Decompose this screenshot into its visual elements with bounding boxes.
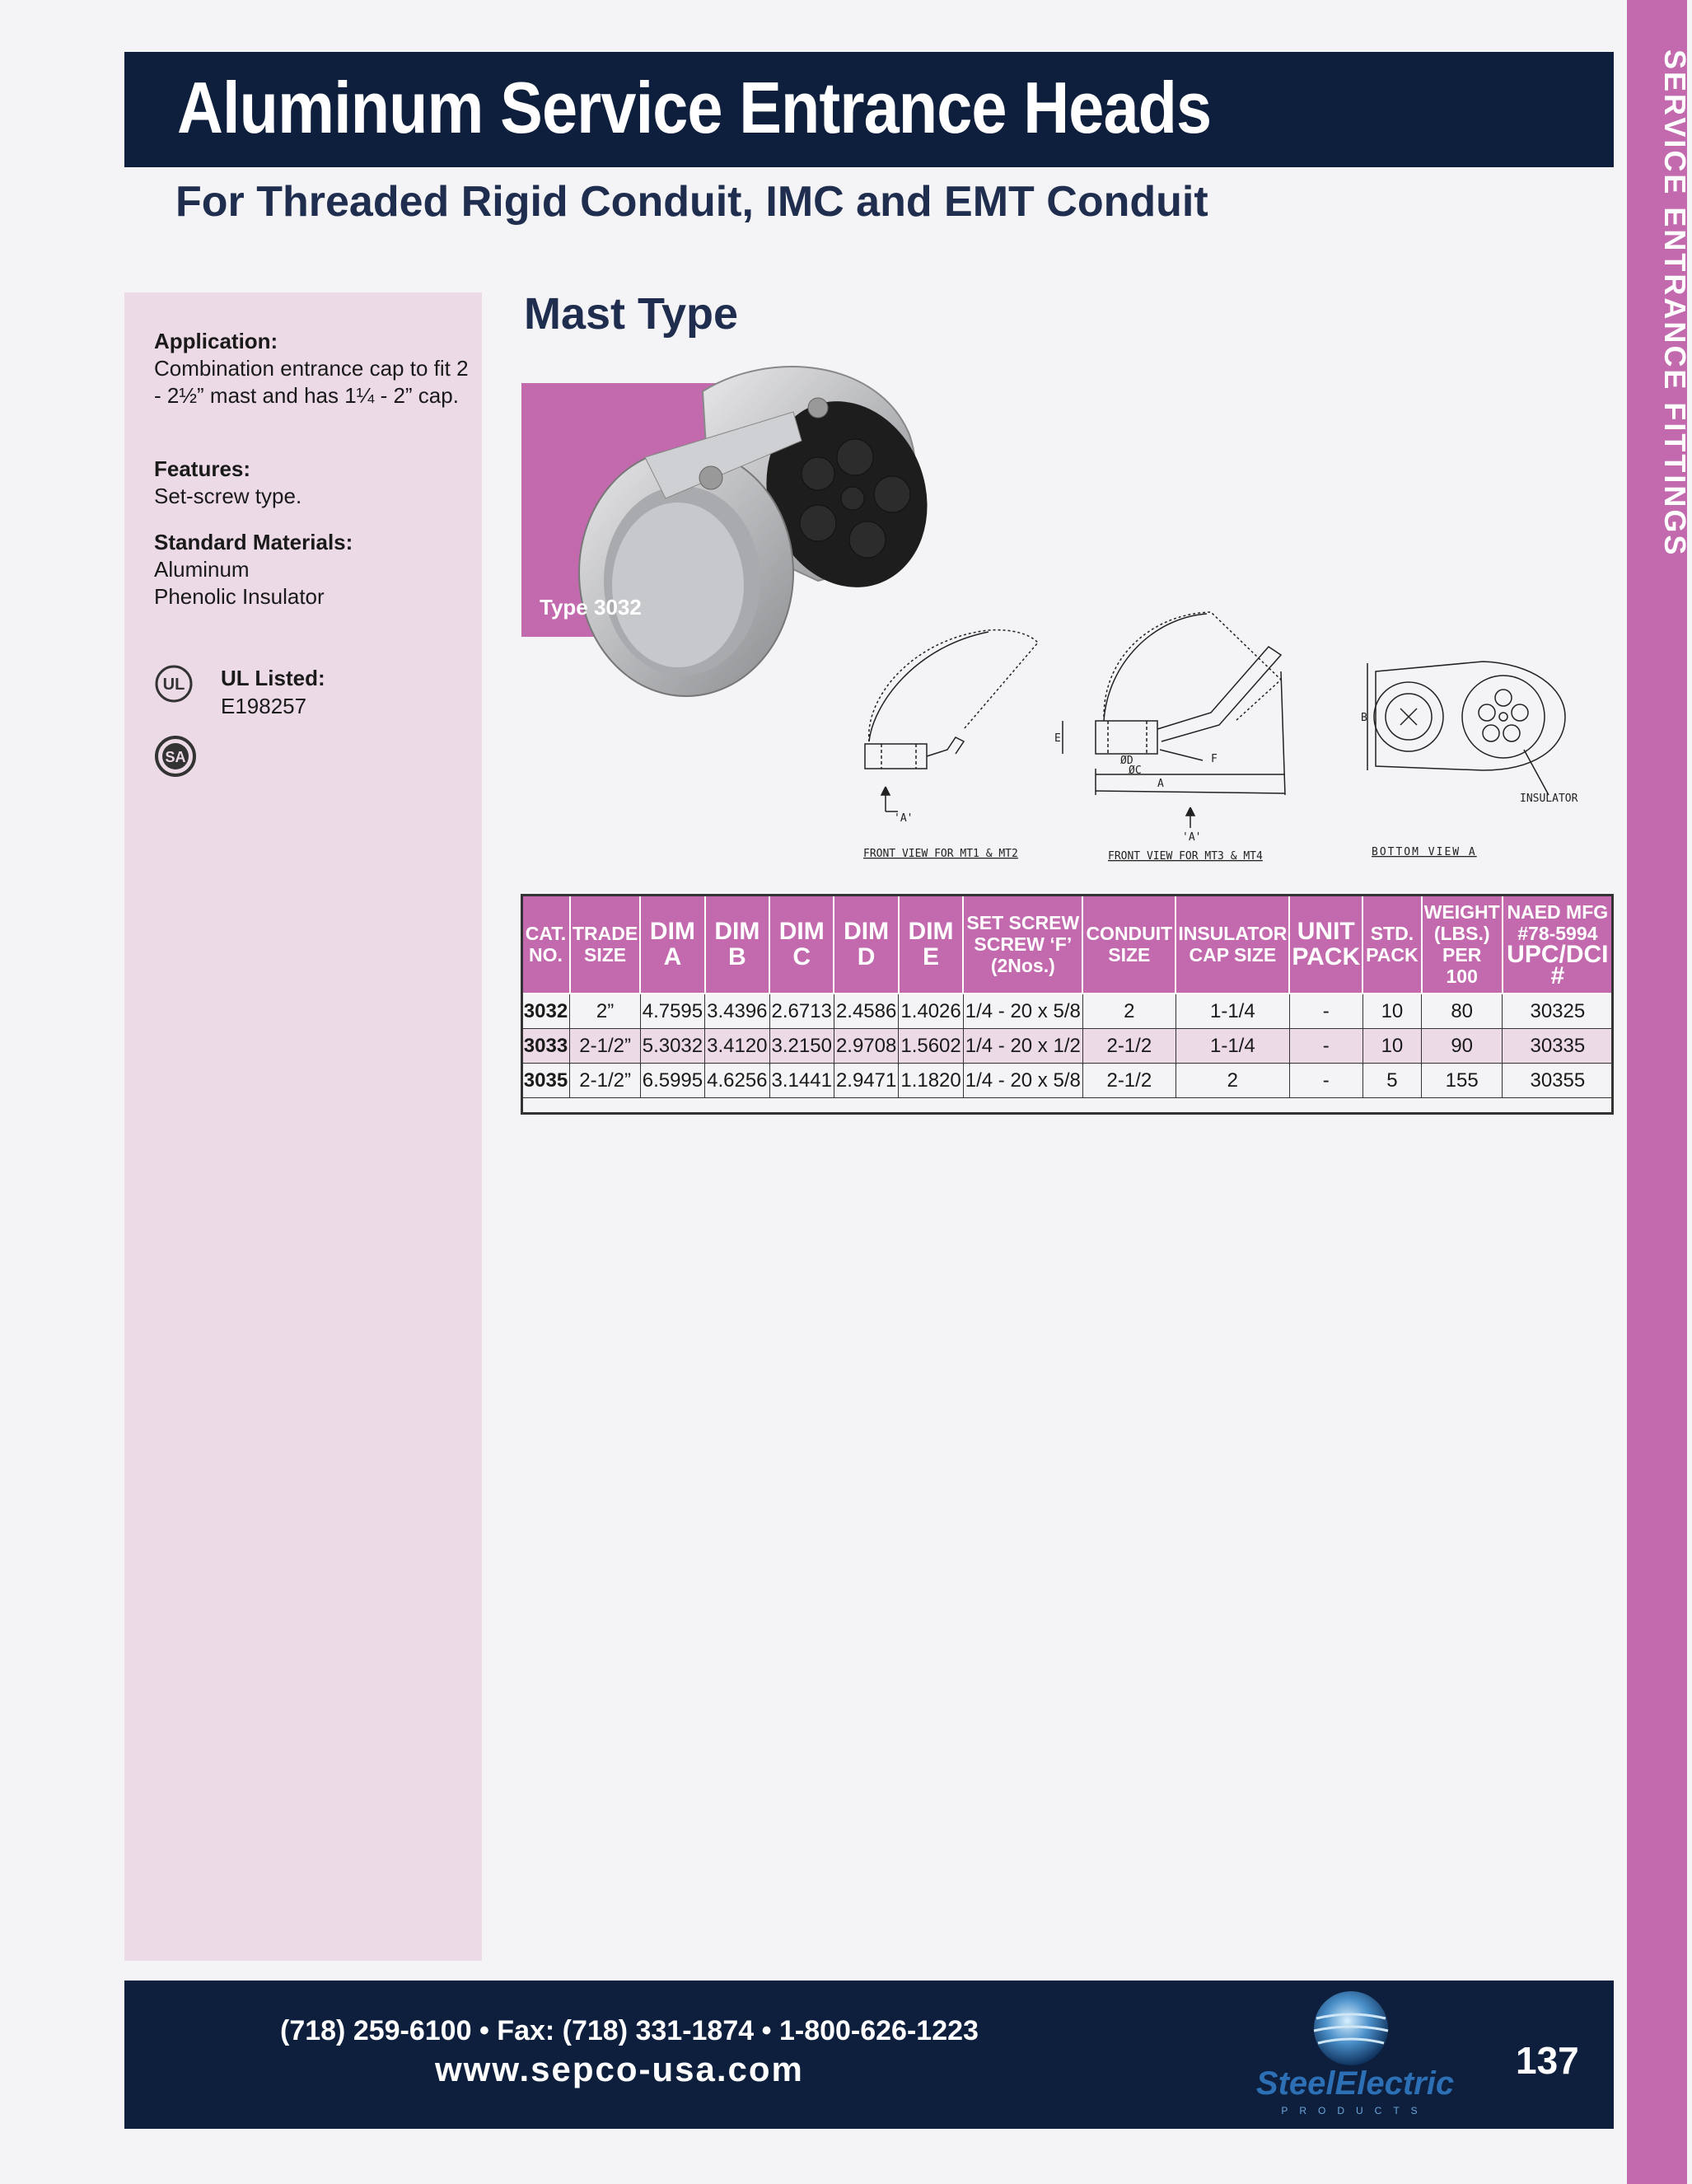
table-header-line: DIM [908,918,954,945]
materials-line-2: Phenolic Insulator [154,584,325,609]
dim-c-label: ØC [1129,765,1142,777]
table-header-line: UPC/DCI # [1507,941,1609,989]
table-cell: 2 [1082,994,1176,1029]
bottom-view-drawing [1367,662,1565,795]
brand-name: SteelElectric [1255,2065,1455,2102]
table-cell: - [1289,1029,1362,1064]
table-cell: 2” [570,994,640,1029]
table-cell: 1/4 - 20 x 1/2 [963,1029,1082,1064]
table-header-line: CAP SIZE [1189,944,1277,966]
view-a-label: 'A' [894,812,914,825]
svg-text:UL: UL [162,676,185,694]
table-cell: 10 [1362,994,1422,1029]
application-text: Combination entrance cap to fit 2 - 2½” mast and has 1¼ - 2” cap. [154,356,469,408]
dim-f-label: F [1211,753,1218,765]
table-cell: 2.9471 [834,1064,898,1098]
table-cell: 3.4396 [705,994,769,1029]
table-header-line: NAED MFG [1507,901,1609,923]
table-cell: 30335 [1503,1029,1613,1064]
section-title: Mast Type [524,289,739,339]
table-cell: 1.4026 [899,994,963,1029]
table-cell: 30355 [1503,1064,1613,1098]
table-header-cell [705,895,769,994]
table-cell: 3.4120 [705,1029,769,1064]
table-header-line: UNIT [1297,918,1355,945]
technical-drawings [824,606,1615,869]
table-cell: 1-1/4 [1176,994,1289,1029]
table-cell: 1.1820 [899,1064,963,1098]
application-heading: Application: [154,329,278,353]
table-cell: - [1289,1064,1362,1098]
cat-no-cell: 3032 [521,994,570,1029]
table-cell: 2-1/2 [1082,1064,1176,1098]
materials-line-1: Aluminum [154,557,250,582]
dim-e-label: E [1054,732,1061,745]
caption-front-mt1: FRONT VIEW FOR MT1 & MT2 [863,848,1018,860]
table-header-line: E [923,943,940,970]
table-cell: 155 [1422,1064,1503,1098]
table-header-row [521,895,1613,994]
table-cell: 2-1/2” [570,1029,640,1064]
table-header-line: DIM [649,918,695,945]
materials-block [154,529,475,610]
table-header-line: PER 100 [1442,944,1482,987]
table-cell: 2.9708 [834,1029,898,1064]
cat-no-cell: 3033 [521,1029,570,1064]
spec-table [521,894,1614,1098]
table-cell: 4.6256 [705,1064,769,1098]
table-header-line: STD. [1370,923,1414,944]
page-subtitle: For Threaded Rigid Conduit, IMC and EMT Conduit [175,178,1208,226]
side-tab-label: SERVICE ENTRANCE FITTINGS [1658,49,1692,558]
table-body [521,994,1613,1098]
table-header-line: WEIGHT [1423,901,1500,923]
table-header-line: NO. [529,944,563,966]
table-row [521,1064,1613,1098]
dim-a-label: A [1157,778,1164,790]
table-header-line: PACK [1292,943,1361,970]
ul-logo-icon [154,664,194,704]
features-text: Set-screw type. [154,484,302,508]
table-cell: 6.5995 [640,1064,704,1098]
table-header-cell [963,895,1082,994]
table-cell: 2.6713 [769,994,834,1029]
table-header-line: INSULATOR [1178,923,1288,944]
table-header-cell [1362,895,1422,994]
table-cell: 1/4 - 20 x 5/8 [963,1064,1082,1098]
table-header-cell [899,895,963,994]
table-header-line: SIZE [1108,944,1151,966]
table-header-cell [1289,895,1362,994]
table-header-line: C [792,943,811,970]
table-header-line: #78-5994 [1517,923,1598,944]
svg-text:SA: SA [165,749,186,765]
table-cell: 2-1/2” [570,1064,640,1098]
insulator-label: INSULATOR [1520,793,1578,805]
table-cell: 2.4586 [834,994,898,1029]
cat-no-cell: 3035 [521,1064,570,1098]
table-cell: 90 [1422,1029,1503,1064]
table-cell: 5.3032 [640,1029,704,1064]
csa-logo-icon [154,733,200,779]
table-header-line: PACK [1366,944,1419,966]
table-header-line: B [727,943,746,970]
website-link[interactable]: www.sepco-usa.com [435,2050,804,2088]
table-cell: 30325 [1503,994,1613,1029]
table-header-line: DIM [778,918,825,945]
table-cell: - [1289,994,1362,1029]
caption-bottom-view: BOTTOM VIEW A [1372,846,1477,858]
table-cell: 1/4 - 20 x 5/8 [963,994,1082,1029]
table-header-line: SIZE [584,944,627,966]
table-header-line: (LBS.) [1433,923,1490,944]
table-header-line: CAT. [525,923,567,944]
table-cell: 3.1441 [769,1064,834,1098]
table-header-cell [640,895,704,994]
table-header-line: CONDUIT [1086,923,1173,944]
materials-heading: Standard Materials: [154,530,353,554]
page-title: Aluminum Service Entrance Heads [177,67,1212,148]
table-header-cell [769,895,834,994]
table-row [521,1029,1613,1064]
table-cell: 1-1/4 [1176,1029,1289,1064]
page-number: 137 [1516,2039,1579,2082]
ul-heading: UL Listed: [221,666,325,690]
view-a-label-2: 'A' [1182,831,1202,844]
dim-b-label: B [1361,712,1367,724]
table-header-cell [1176,895,1289,994]
table-header-line: (2Nos.) [990,955,1055,976]
table-header-line: SCREW ‘F’ [974,933,1073,955]
table-header-line: A [663,943,682,970]
table-header-cell [570,895,640,994]
table-cell: 4.7595 [640,994,704,1029]
front-view-mt3-drawing [1063,612,1285,828]
table-header-line: SET SCREW [966,912,1080,933]
ul-number: E198257 [221,694,307,718]
steelelectric-logo [1219,1985,1491,2126]
dim-d-label: ØD [1120,755,1133,767]
front-view-mt1-drawing [865,630,1038,811]
table-cell: 2-1/2 [1082,1029,1176,1064]
caption-front-mt3: FRONT VIEW FOR MT3 & MT4 [1108,850,1263,863]
table-header-cell [521,895,570,994]
table-header-line: DIM [844,918,890,945]
table-cell: 5 [1362,1064,1422,1098]
table-header-line: TRADE [572,923,638,944]
contact-info: (718) 259-6100 • Fax: (718) 331-1874 • 1-800-626-1223 [280,2015,979,2046]
table-cell: 1.5602 [899,1029,963,1064]
ul-listing [221,664,325,720]
table-cell: 2 [1176,1064,1289,1098]
features-block [154,456,475,510]
table-cell: 3.2150 [769,1029,834,1064]
brand-sub: PRODUCTS [1281,2105,1429,2116]
features-heading: Features: [154,456,251,481]
table-cell: 10 [1362,1029,1422,1064]
table-cell: 80 [1422,994,1503,1029]
photo-label: Type 3032 [540,595,642,620]
table-header-cell [1503,895,1613,994]
table-header-cell [1422,895,1503,994]
table-header-line: D [857,943,876,970]
table-header-cell [834,895,898,994]
table-header-line: DIM [714,918,760,945]
table-row [521,994,1613,1029]
application-block [154,328,475,409]
table-header-cell [1082,895,1176,994]
